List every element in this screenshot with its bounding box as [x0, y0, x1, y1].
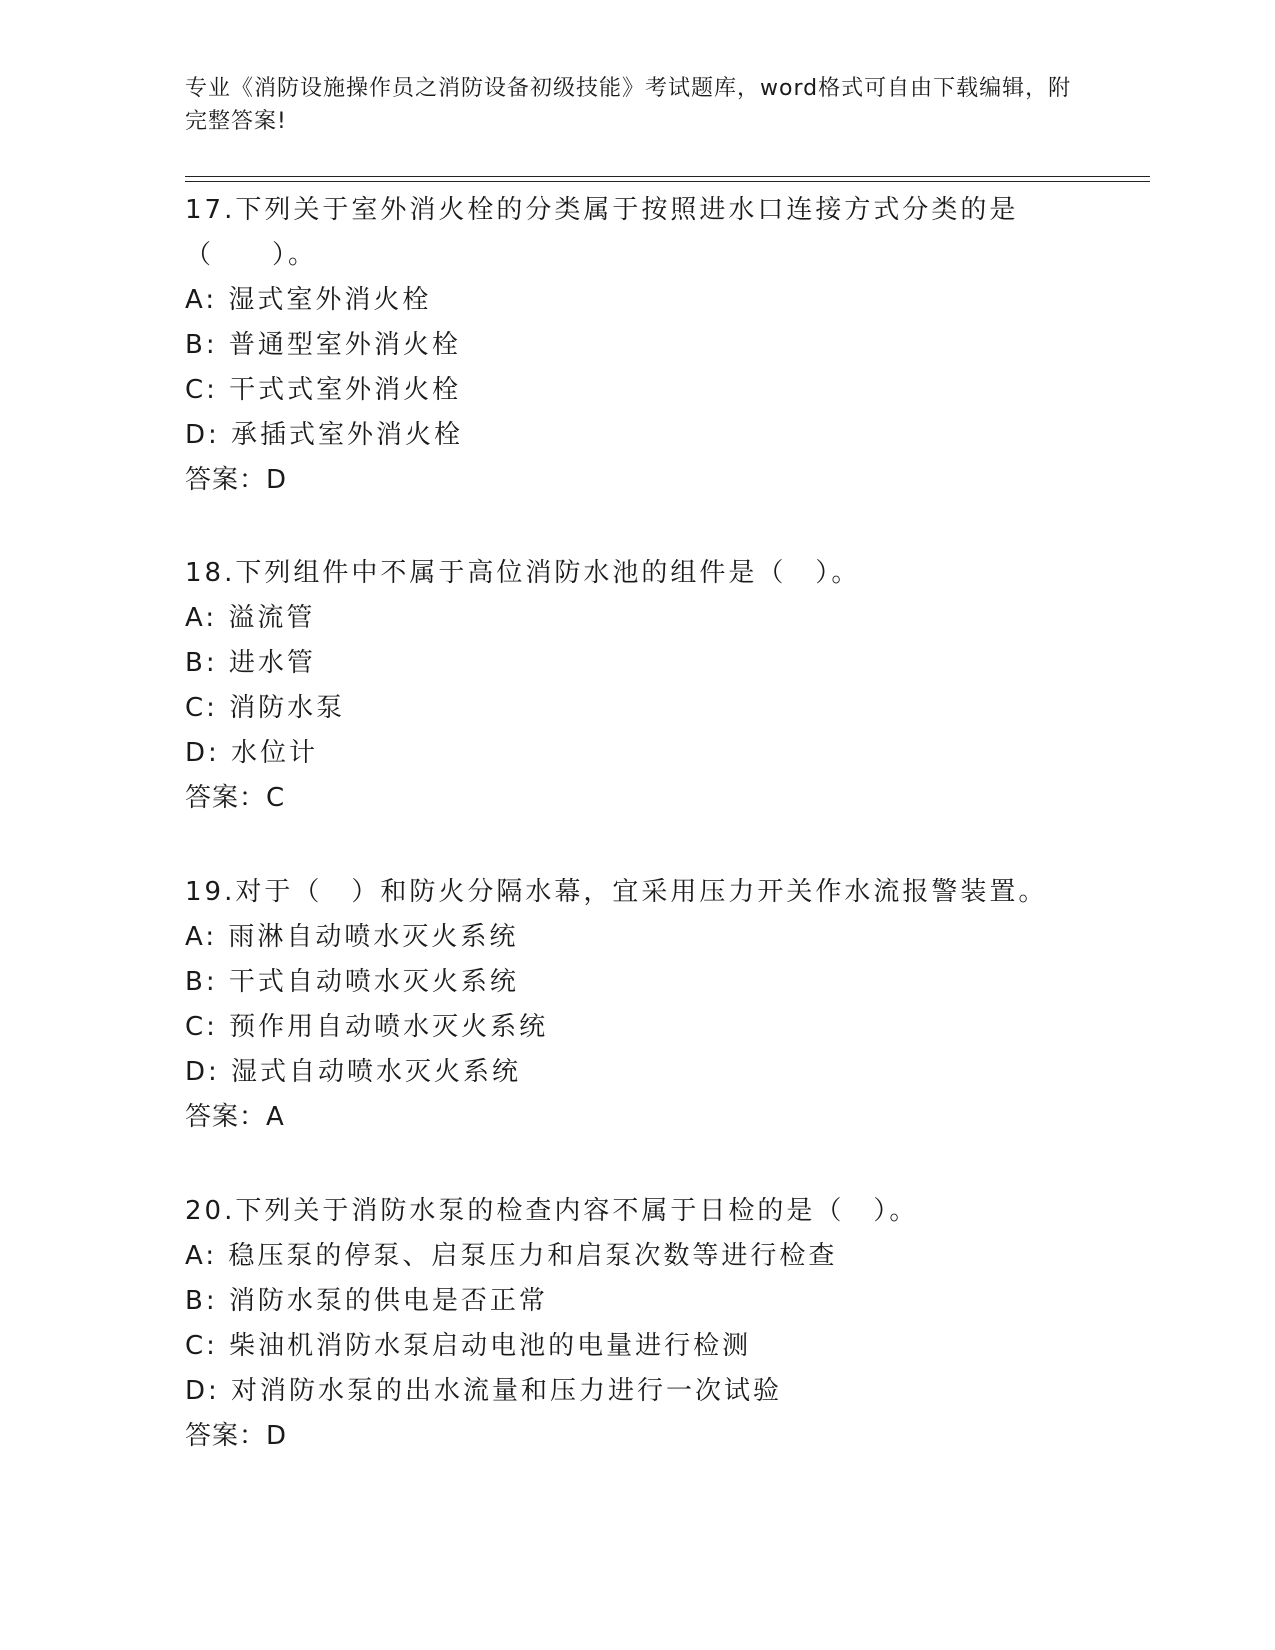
option-d: D: 湿式自动喷水灭火系统 — [185, 1057, 522, 1087]
header-divider-top — [185, 176, 1150, 177]
question-stem: 18.下列组件中不属于高位消防水池的组件是（ ）。 — [185, 558, 861, 588]
answer: 答案：D — [185, 1421, 288, 1451]
question-stem: 19.对于（ ）和防火分隔水幕，宜采用压力开关作水流报警装置。 — [185, 877, 1048, 907]
question-20 — [185, 1189, 1065, 1459]
question-stem: 17.下列关于室外消火栓的分类属于按照进水口连接方式分类的是（ ）。 — [185, 195, 1019, 270]
option-b: B: 消防水泵的供电是否正常 — [185, 1286, 548, 1316]
option-a: A: 稳压泵的停泵、启泵压力和启泵次数等进行检查 — [185, 1241, 838, 1271]
option-b: B: 干式自动喷水灭火系统 — [185, 967, 519, 997]
option-c: C: 预作用自动喷水灭火系统 — [185, 1012, 549, 1042]
header-divider-bottom — [185, 181, 1150, 182]
option-c: C: 消防水泵 — [185, 693, 346, 723]
answer: 答案：C — [185, 783, 286, 813]
option-d: D: 承插式室外消火栓 — [185, 420, 464, 450]
option-a: A: 溢流管 — [185, 603, 316, 633]
option-b: B: 进水管 — [185, 648, 316, 678]
option-d: D: 水位计 — [185, 738, 319, 768]
question-stem: 20.下列关于消防水泵的检查内容不属于日检的是（ ）。 — [185, 1196, 919, 1226]
question-19 — [185, 870, 1065, 1140]
document-header: 专业《消防设施操作员之消防设备初级技能》考试题库，word格式可自由下载编辑，附完整答案! — [185, 76, 1072, 134]
option-a: A: 雨淋自动喷水灭火系统 — [185, 922, 519, 952]
option-c: C: 干式式室外消火栓 — [185, 375, 462, 405]
answer: 答案：D — [185, 465, 288, 495]
option-d: D: 对消防水泵的出水流量和压力进行一次试验 — [185, 1376, 783, 1406]
answer: 答案：A — [185, 1102, 285, 1132]
question-17 — [185, 188, 1065, 503]
option-c: C: 柴油机消防水泵启动电池的电量进行检测 — [185, 1331, 752, 1361]
option-a: A: 湿式室外消火栓 — [185, 285, 432, 315]
question-18 — [185, 551, 1065, 821]
option-b: B: 普通型室外消火栓 — [185, 330, 461, 360]
